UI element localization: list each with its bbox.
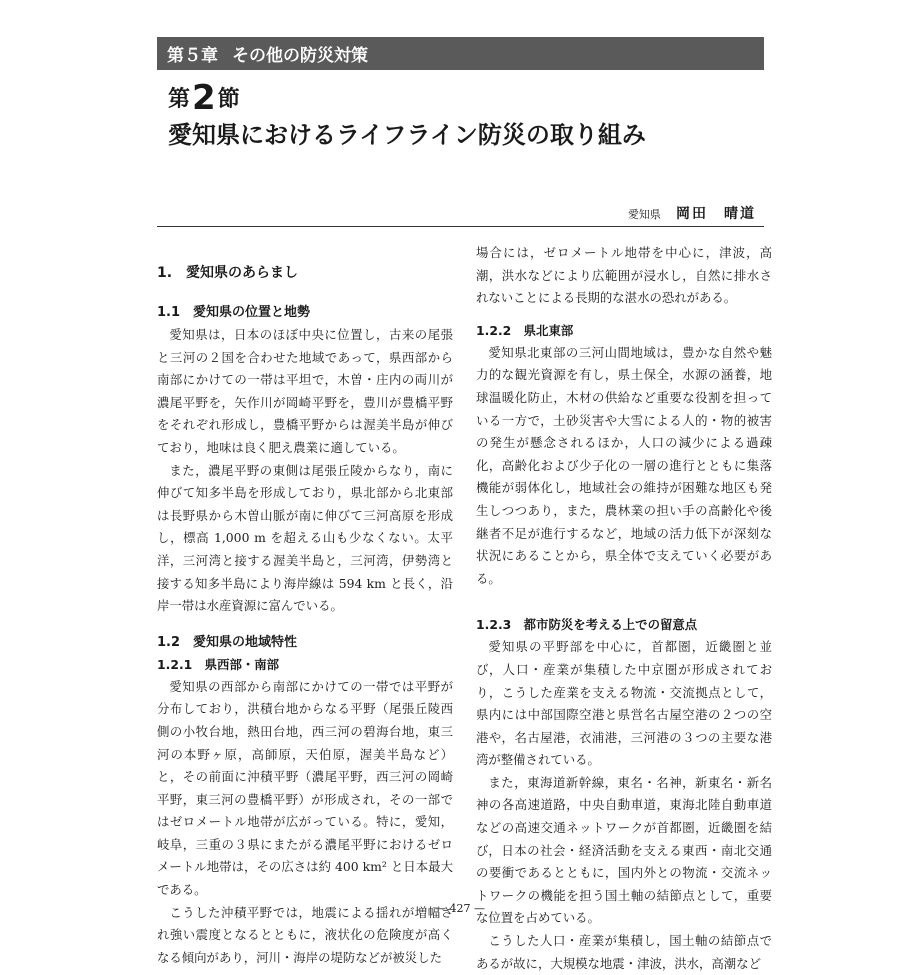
author-affiliation: 愛知県 bbox=[627, 208, 661, 221]
heading-1-2-1: 1.2.1 県西部・南部 bbox=[157, 656, 280, 672]
section-heading bbox=[168, 80, 646, 152]
paragraph: 愛知県は，日本のほぼ中央に位置し，古来の尾張と三河の２国を合わせた地域であって，県西部から南部にかけての一帯は平坦で，木曽・庄内の両川が濃尾平野を，矢作川が岡崎平野を，豊川が豊橋平野をそれぞれ形成し，豊橋平野からは渥美半島が伸びており，地味は良く肥え農業に適している。 bbox=[157, 327, 453, 455]
paragraph: 場合には，ゼロメートル地帯を中心に，津波，高潮，洪水などにより広範囲が浸水し，自然に排水されないことによる長期的な湛水の恐れがある。 bbox=[476, 245, 772, 306]
heading-1-1: 1.1 愛知県の位置と地勢 bbox=[157, 305, 311, 320]
paragraph: 愛知県の平野部を中心に，首都圏，近畿圏と並び，人口・産業が集積した中京圏が形成されており，こうした産業を支える物流・交流拠点として，県内には中部国際空港と県営名古屋空港の２つの空港や，名古屋港，衣浦港，三河港の３つの主要な港湾が整備されている。 bbox=[476, 639, 772, 768]
author-line bbox=[628, 203, 756, 223]
paragraph: 愛知県北東部の三河山間地域は，豊かな自然や魅力的な観光資源を有し，県土保全，水源の涵養，地球温暖化防止，木材の供給など重要な役割を担っている一方で，土砂災害や大雪による人的・物的被害の発生が懸念されるほか，人口の減少による過疎化，高齢化および少子化の一層の進行とともに集落機能が弱体化し，地域社会の維持が困難な地区も発生しつつあり，また，農林業の担い手の高齢化や後継者不足が進行するなど，地域の活力低下が深刻な状況にあることから，県全体で支えていく必要がある。 bbox=[476, 344, 772, 586]
header-divider bbox=[157, 226, 764, 227]
heading-1-2-2: 1.2.2 県北東部 bbox=[476, 322, 574, 338]
paragraph: また，濃尾平野の東側は尾張丘陵からなり，南に伸びて知多半島を形成しており，県北部から北東部は長野県から木曽山脈が南に伸びて三河高原を形成し，標高 1,000 m を超える山も少なくない。太平洋，三河湾と接する渥美半島と，三河湾，伊勢湾と接する知多半島により海岸線は 594 km と長く，沿岸一帯は水産資源に富んでいる。 bbox=[157, 462, 453, 614]
heading-1-2-3: 1.2.3 都市防災を考える上での留意点 bbox=[476, 617, 698, 633]
section-title: 愛知県におけるライフライン防災の取り組み bbox=[168, 121, 646, 149]
chapter-header-bar bbox=[157, 37, 764, 70]
paragraph: また，東海道新幹線，東名・名神，新東名・新名神の各高速道路，中央自動車道，東海北陸自動車道などの高速交通ネットワークが首都圏，近畿圏を結び，日本の社会・経済活動を支える東西・南北交通の要衝であるとともに，国内外との物流・交流ネットワークの機能を担う国土軸の結節点として，重要な位置を占めている。 bbox=[476, 774, 772, 926]
left-column bbox=[157, 242, 453, 969]
section-number: 2 bbox=[192, 78, 216, 118]
paragraph: 愛知県の西部から南部にかけての一帯では平野が分布しており，洪積台地からなる平野（尾張丘陵西側の小牧台地，熱田台地，西三河の碧海台地，東三河の本野ヶ原，高師原，天伯原，渥美半島など）と，その前面に沖積平野（濃尾平野，西三河の岡崎平野，東三河の豊橋平野）が形成され，その一部ではゼロメートル地帯が広がっている。特に，愛知，岐阜，三重の３県にまたがる濃尾平野におけるゼロメートル地帯は，その広さは約 400 km² と日本最大である。 bbox=[157, 678, 453, 898]
right-column bbox=[476, 242, 772, 975]
section-prefix: 第 bbox=[168, 87, 191, 112]
page-number: — 427 — bbox=[435, 902, 485, 915]
chapter-number: 第５章 bbox=[167, 46, 218, 66]
heading-1: 1. 愛知県のあらまし bbox=[157, 265, 299, 281]
paragraph: こうした沖積平野では，地震による揺れが増幅され強い震度となるとともに，液状化の危険度が高くなる傾向があり，河川・海岸の堤防などが被災した bbox=[157, 904, 453, 965]
section-suffix: 節 bbox=[217, 87, 240, 112]
section-number-line bbox=[168, 80, 646, 118]
heading-1-2: 1.2 愛知県の地域特性 bbox=[157, 634, 298, 650]
author-name: 岡田 晴道 bbox=[676, 206, 756, 222]
chapter-title: その他の防災対策 bbox=[232, 46, 368, 66]
paragraph: こうした人口・産業が集積し，国土軸の結節点であるが故に，大規模な地震・津波，洪水，高潮など bbox=[476, 933, 772, 971]
